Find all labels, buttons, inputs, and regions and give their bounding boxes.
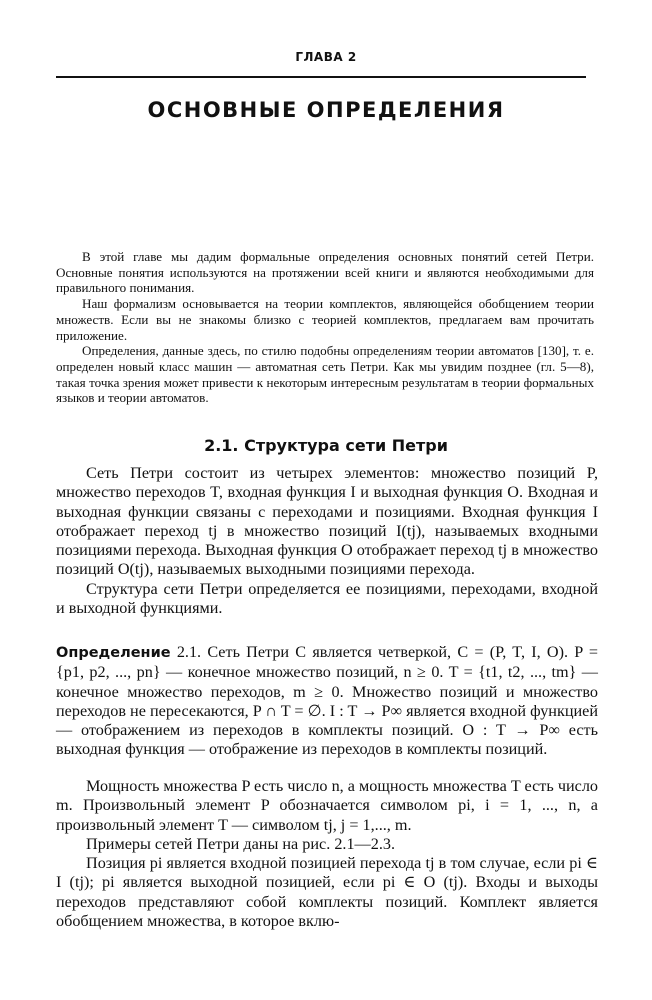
chapter-label: ГЛАВА 2 [295, 50, 357, 64]
body-paragraph: Структура сети Петри определяется ее позициями, переходами, входной и выходной функциями. [56, 579, 598, 618]
intro-paragraph: В этой главе мы дадим формальные определения основных понятий сетей Петри. Основные понятия используются на протяжении всей книги и являются необходимыми для правильного понимания. [56, 249, 594, 296]
body-paragraph: Мощность множества P есть число n, а мощность множества T есть число m. Произвольный элемент P обозначается символом pi, i = 1, ..., n, а произвольный элемент T — символом tj, j = 1,..., m. [56, 777, 598, 834]
chapter-rule [56, 76, 586, 78]
section-body-top [56, 464, 598, 618]
chapter-title: ОСНОВНЫЕ ОПРЕДЕЛЕНИЯ [147, 98, 505, 122]
intro-paragraph: Наш формализм основывается на теории комплектов, являющейся обобщением теории множеств. Если вы не знакомы близко с теорией комплектов, предлагаем вам прочитать приложение. [56, 296, 594, 343]
chapter-intro [56, 249, 594, 406]
intro-paragraph: Определения, данные здесь, по стилю подобны определениям теории автоматов [130], т. е. определен новый класс машин — автоматная сеть Петри. Как мы увидим позднее (гл. 5—8), такая точка зрения может привести к некоторым интересным результатам в теории формальных языков и теории автоматов. [56, 343, 594, 406]
definition-label: Определение [56, 645, 171, 661]
definition-paragraph [56, 643, 598, 760]
body-paragraph: Примеры сетей Петри даны на рис. 2.1—2.3. [86, 834, 396, 853]
definition-text: 2.1. Сеть Петри C является четверкой, C = (P, T, I, O). P = {p1, p2, ..., pn} — конечное множество позиций, n ≥ 0. T = {t1, t2, ..., tm} — конечное множество переходов, m ≥ 0. Множество позиций и множество переходов не пересекаются, P ∩ T = ∅. I : T → P∞ является входной функцией — отображением из переходов в комплекты позиций. O : T → P∞ есть выходная функция — отображение из переходов в комплекты позиций. [56, 643, 598, 759]
definition-block [56, 643, 598, 760]
section-heading: 2.1. Структура сети Петри [204, 436, 448, 455]
body-paragraph: Сеть Петри состоит из четырех элементов: множество позиций P, множество переходов T, входная функция I и выходная функция O. Входная и выходная функции связаны с переходами и позициями. Входная функция I отображает переход tj в множество позиций I(tj), называемых входными позициями перехода. Выходная функция O отображает переход tj в множество позиций O(tj), называемых выходными позициями перехода. [56, 464, 598, 579]
section-body-bottom [56, 777, 598, 931]
body-paragraph: Позиция pi является входной позицией перехода tj в том случае, если pi ∈ I (tj); pi является выходной позицией, если pi ∈ O (tj). Входы и выходы переходов представляют собой комплекты позиций. Комплект является обобщением множества, в которое вклю- [56, 854, 598, 931]
